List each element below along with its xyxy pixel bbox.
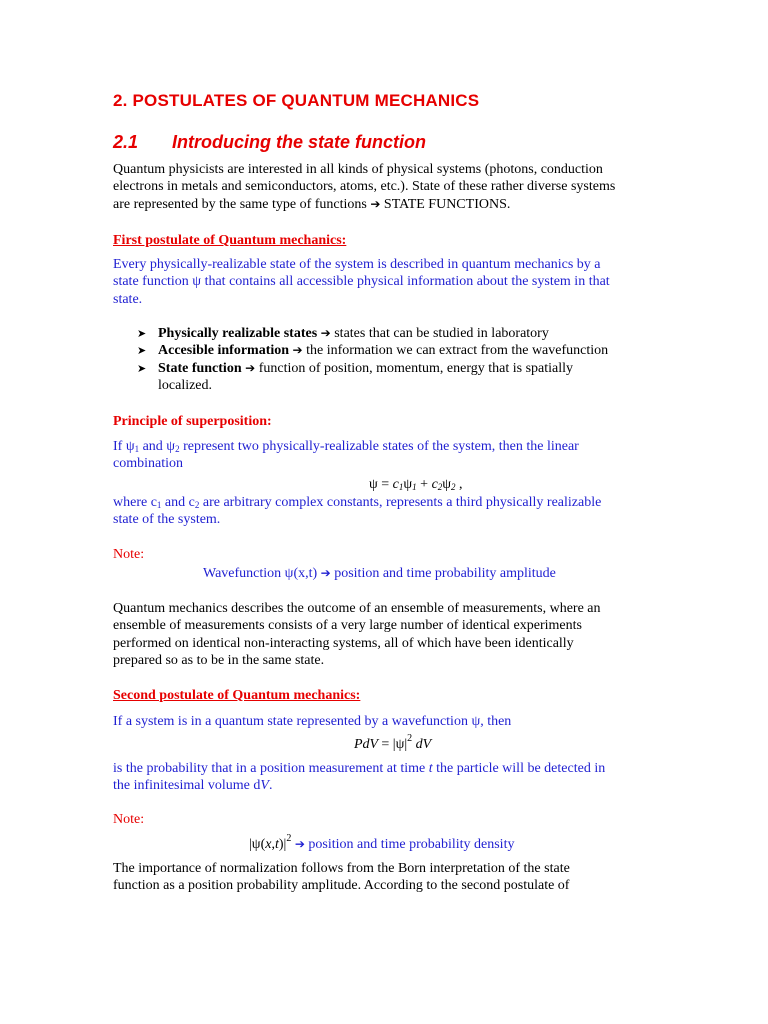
superposition-after xyxy=(113,494,601,529)
chapter-heading: 2. POSTULATES OF QUANTUM MECHANICS xyxy=(113,91,480,110)
closing-paragraph xyxy=(113,860,570,895)
first-postulate-body xyxy=(113,256,610,308)
ensemble-line: ensemble of measurements consists of a very large number of identical experiments xyxy=(113,618,582,634)
list-item: ➤ Accesible information ➔ the information we can extract from the wavefunction xyxy=(137,343,609,359)
ensemble-line: performed on identical non-interacting systems, all of which have been identically xyxy=(113,635,574,651)
right-arrow-icon: ➔ xyxy=(370,196,381,211)
intro-line: electrons in metals and semiconductors, atoms, etc.). State of these rather diverse systems xyxy=(113,179,616,195)
superposition-line: combination xyxy=(113,456,183,472)
closing-line: function as a position probability amplitude. According to the second postulate of xyxy=(113,878,570,894)
first-postulate-heading: First postulate of Quantum mechanics: xyxy=(113,233,347,248)
postulate-line: the infinitesimal volume dV. xyxy=(113,778,273,794)
section-number: 2.1 xyxy=(113,132,139,152)
second-postulate-heading: Second postulate of Quantum mechanics: xyxy=(113,688,361,703)
superposition-line: where $c_1$ and $c_2$ are arbitrary complex constants, represents a third physically realizable xyxy=(113,495,602,510)
bullet-list xyxy=(0,325,768,394)
closing-line: The importance of normalization follows from the Born interpretation of the state xyxy=(113,861,570,876)
ensemble-line: Quantum mechanics describes the outcome of an ensemble of measurements, where an xyxy=(113,601,601,616)
arrowhead-bullet-icon: ➤ xyxy=(137,327,147,340)
ensemble-line: prepared so as to be in the same state. xyxy=(113,652,325,668)
right-arrow-icon: ➔ xyxy=(245,360,256,375)
arrowhead-bullet-icon: ➤ xyxy=(137,361,147,375)
probability-equation: PdV = $|\psi|^2$ dV xyxy=(354,733,432,752)
right-arrow-icon: ➔ xyxy=(320,566,331,580)
note-density: $|\psi(x,t)|^2$ ➔ position and time probability density xyxy=(249,833,515,852)
list-item-continuation: localized. xyxy=(158,377,213,393)
second-postulate-after xyxy=(113,760,605,795)
note-label: Note: xyxy=(113,812,145,827)
ensemble-paragraph xyxy=(113,600,601,669)
superposition-line: If $\psi_1$ and $\psi_2$ represent two physically-realizable states of the system, then the linear xyxy=(113,439,579,454)
superposition-body xyxy=(113,438,579,473)
postulate-line: Every physically-realizable state of the system is described in quantum mechanics by a xyxy=(113,257,601,272)
superposition-equation: $\psi = c_1\psi_1 + c_2\psi_2$ , xyxy=(369,477,463,492)
intro-line: are represented by the same type of functions ➔ STATE FUNCTIONS. xyxy=(113,196,511,212)
arrowhead-bullet-icon: ➤ xyxy=(137,344,147,358)
right-arrow-icon: ➔ xyxy=(292,343,303,358)
list-item: ➤ Physically realizable states ➔ states that can be studied in laboratory xyxy=(137,326,549,341)
intro-line: Quantum physicists are interested in all kinds of physical systems (photons, conduction xyxy=(113,162,603,177)
note-wavefunction: Wavefunction ψ(x,t) ➔ position and time probability amplitude xyxy=(203,566,556,581)
superposition-line: state of the system. xyxy=(113,512,221,528)
intro-paragraph xyxy=(113,161,615,213)
right-arrow-icon: ➔ xyxy=(294,837,305,851)
list-item: ➤ State function ➔ function of position, momentum, energy that is spatially xyxy=(137,360,573,376)
second-postulate-line: If a system is in a quantum state represented by a wavefunction ψ, then xyxy=(113,714,512,729)
note-label: Note: xyxy=(113,547,145,562)
section-heading xyxy=(113,132,426,153)
superposition-heading: Principle of superposition: xyxy=(113,414,272,429)
postulate-line: is the probability that in a position measurement at time t the particle will be detected in xyxy=(113,761,606,776)
postulate-line: state function ψ that contains all accessible physical information about the system in that xyxy=(113,274,610,290)
right-arrow-icon: ➔ xyxy=(320,326,331,340)
section-title: Introducing the state function xyxy=(172,132,427,152)
postulate-line: state. xyxy=(113,291,143,307)
